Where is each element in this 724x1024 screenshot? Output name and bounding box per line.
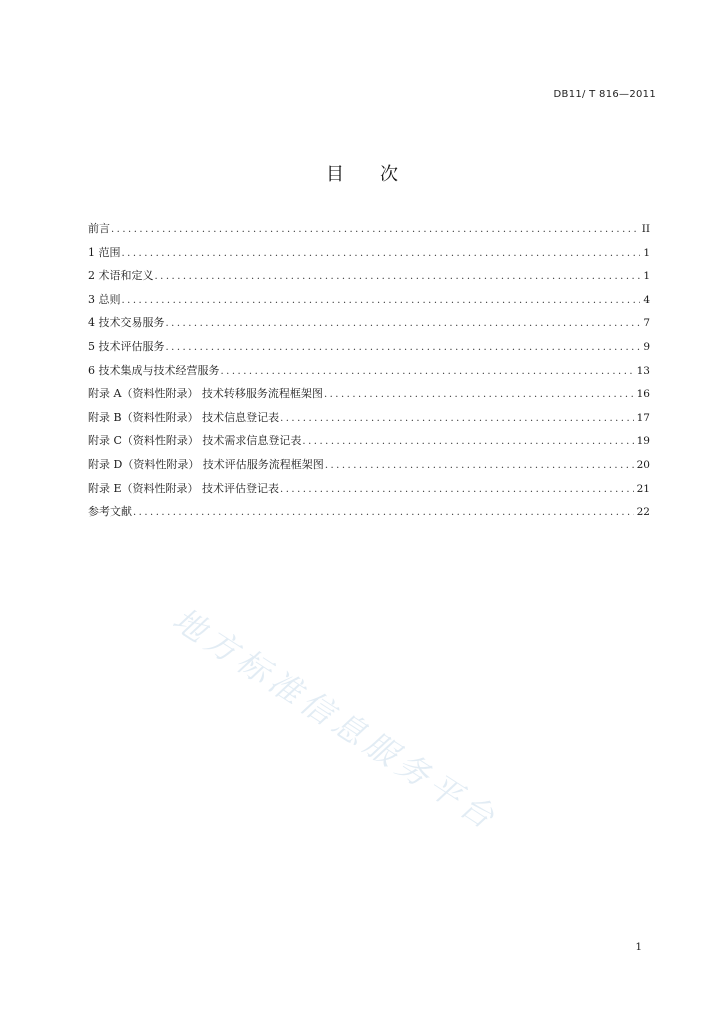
toc-entry[interactable] [88, 382, 650, 406]
toc-entry-label: 附录 C（资料性附录） 技术需求信息登记表 [88, 434, 302, 448]
toc-entry[interactable] [88, 500, 650, 524]
toc-leader-dots [280, 407, 634, 431]
toc-leader-dots [111, 218, 639, 242]
toc-entry-page: 17 [636, 411, 650, 424]
toc-entry[interactable] [88, 406, 650, 430]
toc-entry[interactable] [88, 217, 650, 241]
toc-entry-label: 附录 D（资料性附录） 技术评估服务流程框架图 [88, 457, 324, 471]
toc-entry-label: 2 术语和定义 [88, 269, 154, 283]
toc-leader-dots [133, 501, 634, 525]
toc-entry-label: 1 范围 [88, 245, 121, 259]
toc-leader-dots [155, 265, 641, 289]
toc-entry-page: II [641, 223, 650, 235]
toc-entry-page: 1 [643, 246, 650, 259]
toc-entry-label: 6 技术集成与技术经营服务 [88, 363, 220, 377]
toc-leader-dots [166, 336, 641, 360]
page-title: 目次 [326, 164, 434, 185]
toc-entry-label: 5 技术评估服务 [88, 339, 165, 353]
toc-entry-page: 13 [636, 364, 650, 377]
toc-leader-dots [324, 383, 634, 407]
toc-entry[interactable] [88, 264, 650, 288]
toc-entry[interactable] [88, 335, 650, 359]
toc-entry-page: 4 [643, 293, 650, 306]
toc-entry-label: 附录 A（资料性附录） 技术转移服务流程框架图 [88, 387, 323, 401]
standard-code: DB11/ T 816—2011 [553, 89, 656, 100]
toc-leader-dots [302, 430, 633, 454]
toc-entry-label: 前言 [88, 222, 110, 235]
toc-entry[interactable] [88, 477, 650, 501]
toc-entry-page: 20 [636, 458, 650, 471]
toc-entry-label: 附录 E（资料性附录） 技术评估登记表 [88, 481, 280, 495]
watermark: 地方标准信息服务平台 [166, 600, 506, 839]
page-number: 1 [635, 941, 642, 953]
toc-entry-label: 参考文献 [88, 505, 132, 519]
toc-entry[interactable] [88, 288, 650, 312]
toc-entry-page: 9 [643, 340, 650, 353]
toc-entry-label: 3 总则 [88, 292, 121, 306]
toc-leader-dots [280, 478, 634, 502]
toc-leader-dots [122, 242, 641, 266]
toc-entry-page: 19 [636, 435, 650, 448]
toc-entry[interactable] [88, 429, 650, 453]
toc-entry-page: 16 [636, 388, 650, 401]
toc-entry-page: 22 [636, 506, 650, 519]
table-of-contents [88, 217, 650, 524]
toc-entry[interactable] [88, 311, 650, 335]
toc-leader-dots [325, 454, 634, 478]
toc-entry-label: 4 技术交易服务 [88, 316, 165, 330]
toc-entry-page: 7 [643, 317, 650, 330]
toc-leader-dots [221, 360, 634, 384]
toc-entry-page: 1 [643, 270, 650, 283]
toc-entry[interactable] [88, 359, 650, 383]
toc-entry[interactable] [88, 241, 650, 265]
toc-entry-page: 21 [636, 482, 650, 495]
toc-leader-dots [166, 312, 641, 336]
toc-entry-label: 附录 B（资料性附录） 技术信息登记表 [88, 410, 280, 424]
toc-leader-dots [122, 289, 641, 313]
toc-entry[interactable] [88, 453, 650, 477]
